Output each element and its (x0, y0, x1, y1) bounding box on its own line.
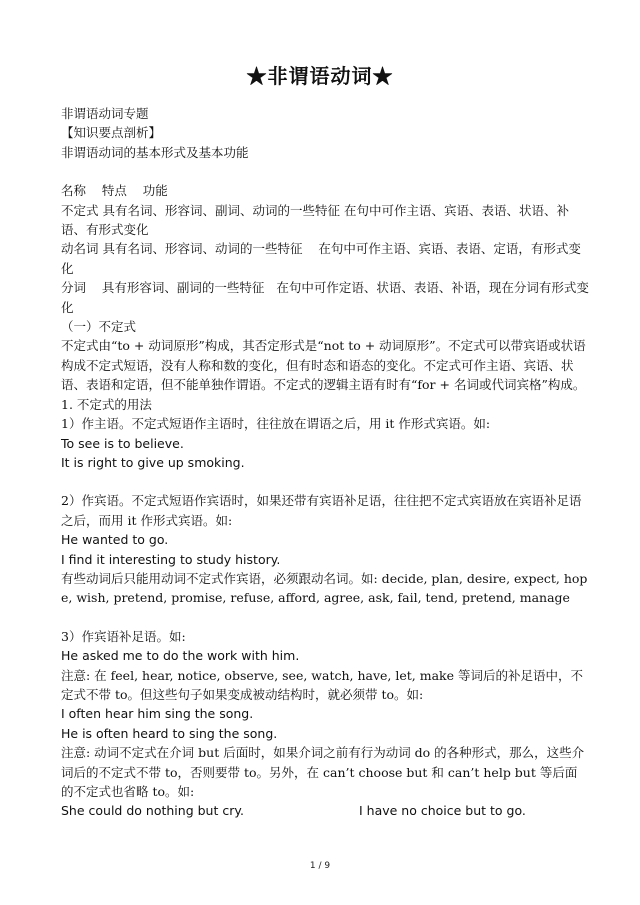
example-sentence: I often hear him sing the song. (61, 706, 254, 722)
section-heading: 【知识要点剖析】 (61, 125, 162, 141)
topic-line: 非谓语动词专题 (61, 106, 149, 121)
paragraph: 不定式 具有名词、形容词、副词、动词的一些特征 在句中可作主语、宾语、表语、状语、补语、有形式变化 (61, 202, 569, 238)
note-paragraph: 注意: 动词不定式在介词 but 后面时，如果介词之前有行为动词 do 的各种形式，那么，这些介词后的不定式不带 to，否则要带 to。另外，在 can’t choose but 和 can’t help but 等后面的不定式也省略 to。如: (61, 745, 585, 799)
subheading: 非谓语动词的基本形式及基本功能 (61, 144, 249, 160)
paragraph: 分词 具有形容词、副词的一些特征 在句中可作定语、状语、表语、补语，现在分词有形式变化 (61, 280, 589, 315)
example-sentence: It is right to give up smoking. (61, 454, 245, 470)
page-title: ★非谓语动词★ (246, 64, 394, 88)
paragraph: 有些动词后只能用动词不定式作宾语，必须跟动名词。如: decide, plan, desire, expect, hope, wish, pretend, promise, refuse, afford, agree, ask, fail, tend, pretend, manage (61, 570, 588, 606)
table-header-line: 名称 特点 功能 (61, 183, 168, 199)
example-sentence: She could do nothing but cry. (61, 803, 244, 819)
paragraph: 1）作主语。不定式短语作主语时，往往放在谓语之后，用 it 作形式宾语。如: (61, 416, 491, 432)
paragraph: 动名词 具有名词、形容词、动词的一些特征 在句中可作主语、宾语、表语、定语，有形式变化 (61, 241, 581, 276)
page-number: 1 / 9 (309, 861, 331, 871)
example-sentence: He asked me to do the work with him. (61, 648, 300, 664)
paragraph: 2）作宾语。不定式短语作宾语时，如果还带有宾语补足语，往往把不定式宾语放在宾语补足语之后，而用 it 作形式宾语。如: (61, 493, 582, 528)
example-sentence: To see is to believe. (61, 435, 184, 451)
example-row (61, 801, 589, 820)
paragraph: 不定式由“to + 动词原形”构成，其否定形式是“not to + 动词原形”。不定式可以带宾语或状语构成不定式短语，没有人称和数的变化，但有时态和语态的变化。不定式可作主语、宾语、状语、表语和定语，但不能单独作谓语。不定式的逻辑主语有时有“for + 名词或代词宾格”构成。 (61, 338, 586, 393)
example-sentence: He is often heard to sing the song. (61, 725, 278, 741)
example-sentence: I have no choice but to go. (359, 803, 526, 819)
subsection-heading: 1. 不定式的用法 (61, 396, 152, 412)
note-paragraph: 注意: 在 feel, hear, notice, observe, see, watch, have, let, make 等词后的补足语中，不定式不带 to。但这些句子如果变成被动结构时，就必须带 to。如: (61, 667, 583, 702)
paragraph: 3）作宾语补足语。如: (61, 628, 186, 644)
section-heading: （一）不定式 (61, 319, 137, 335)
example-sentence: He wanted to go. (61, 532, 169, 548)
document-body (61, 104, 589, 821)
example-sentence: I find it interesting to study history. (61, 551, 281, 567)
